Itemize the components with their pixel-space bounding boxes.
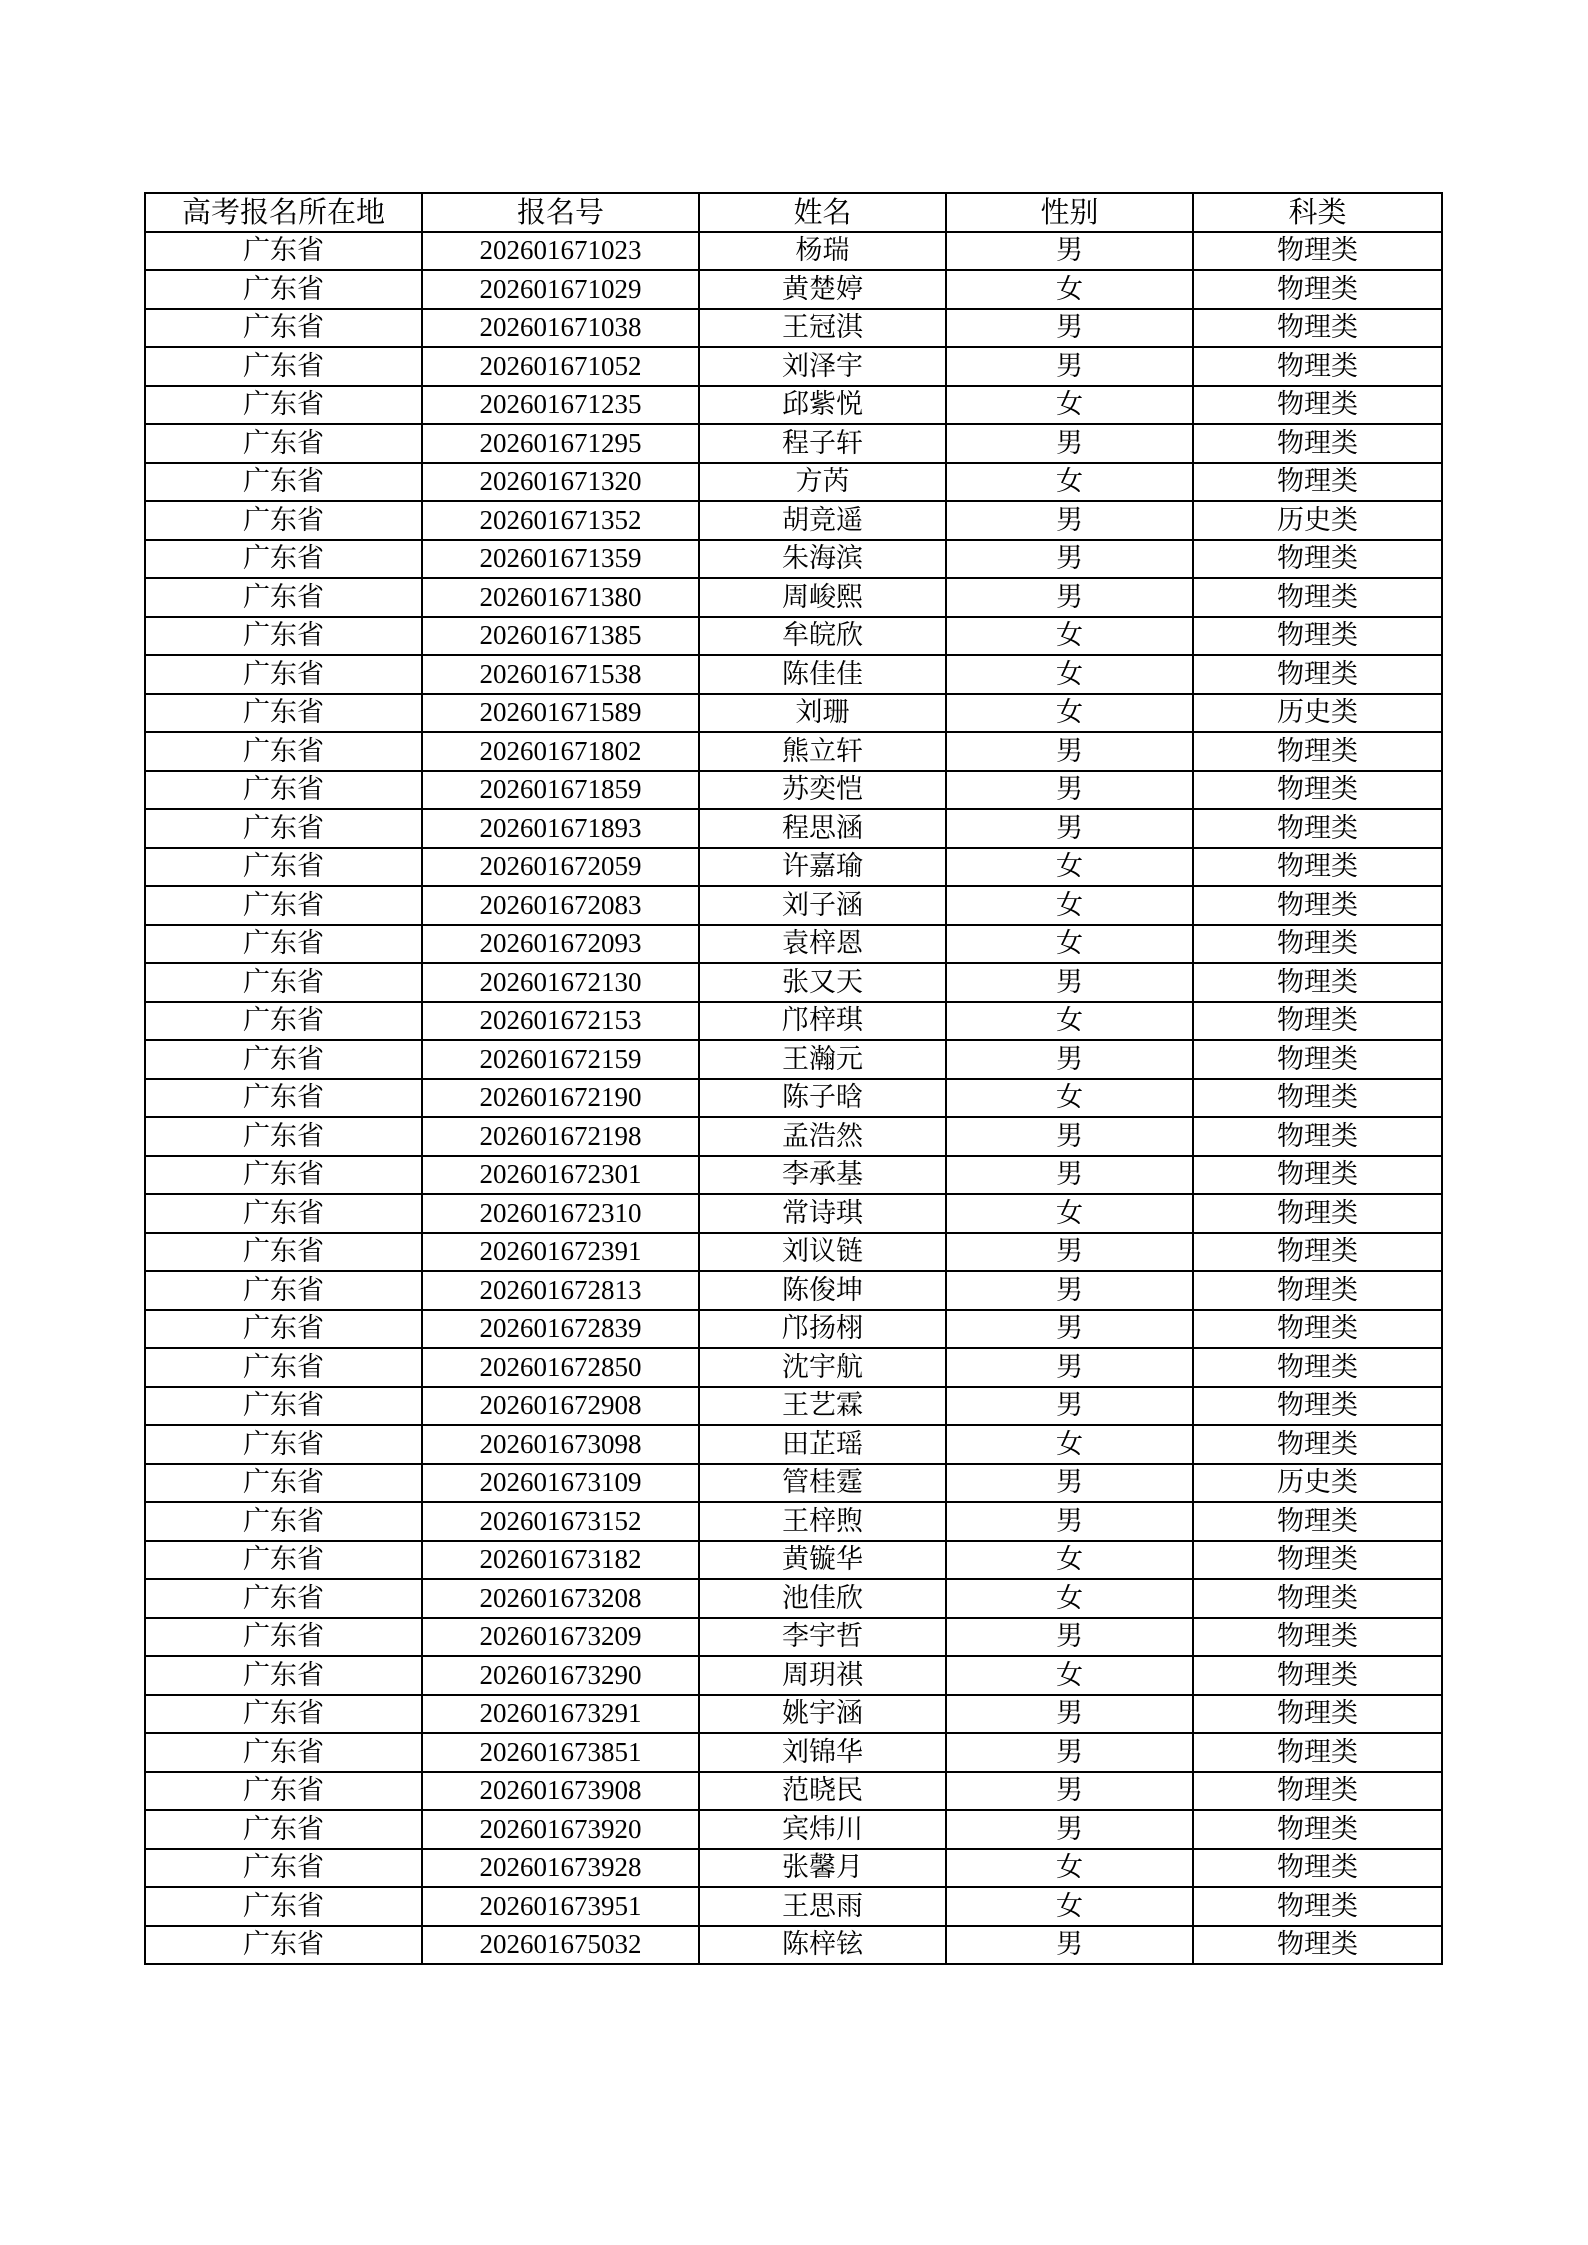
- cell-subject-category: 物理类: [1193, 1926, 1442, 1965]
- cell-subject-category: 物理类: [1193, 1387, 1442, 1426]
- table-row: [145, 1233, 1442, 1272]
- cell-registration-number: 202601673291: [422, 1695, 699, 1734]
- cell-subject-category: 物理类: [1193, 540, 1442, 579]
- cell-name: 杨瑞: [699, 232, 946, 271]
- cell-location: 广东省: [145, 1733, 422, 1772]
- cell-registration-number: 202601672310: [422, 1194, 699, 1233]
- cell-registration-number: 202601673109: [422, 1464, 699, 1503]
- table-body: [145, 232, 1442, 1965]
- cell-gender: 男: [946, 540, 1193, 579]
- cell-location: 广东省: [145, 1695, 422, 1734]
- table-row: [145, 1541, 1442, 1580]
- cell-registration-number: 202601671538: [422, 655, 699, 694]
- cell-name: 邱紫悦: [699, 386, 946, 425]
- cell-name: 方芮: [699, 463, 946, 502]
- cell-gender: 男: [946, 1387, 1193, 1426]
- cell-subject-category: 物理类: [1193, 1618, 1442, 1657]
- cell-name: 李承基: [699, 1156, 946, 1195]
- document-page: [144, 192, 1441, 1965]
- cell-registration-number: 202601673152: [422, 1502, 699, 1541]
- cell-gender: 女: [946, 1002, 1193, 1041]
- cell-name: 王瀚元: [699, 1040, 946, 1079]
- table-row: [145, 1117, 1442, 1156]
- cell-registration-number: 202601671295: [422, 424, 699, 463]
- cell-registration-number: 202601672093: [422, 925, 699, 964]
- cell-name: 刘子涵: [699, 886, 946, 925]
- header-name: 姓名: [699, 193, 946, 232]
- cell-registration-number: 202601673208: [422, 1579, 699, 1618]
- cell-gender: 女: [946, 617, 1193, 656]
- cell-location: 广东省: [145, 1387, 422, 1426]
- cell-gender: 男: [946, 424, 1193, 463]
- cell-gender: 女: [946, 1079, 1193, 1118]
- table-row: [145, 309, 1442, 348]
- cell-name: 范晓民: [699, 1772, 946, 1811]
- cell-gender: 女: [946, 694, 1193, 733]
- cell-registration-number: 202601671038: [422, 309, 699, 348]
- cell-name: 周峻熙: [699, 578, 946, 617]
- cell-name: 刘泽宇: [699, 347, 946, 386]
- cell-name: 邝扬栩: [699, 1310, 946, 1349]
- table-row: [145, 1733, 1442, 1772]
- cell-registration-number: 202601672059: [422, 848, 699, 887]
- cell-location: 广东省: [145, 1271, 422, 1310]
- cell-name: 袁梓恩: [699, 925, 946, 964]
- cell-name: 王梓煦: [699, 1502, 946, 1541]
- cell-subject-category: 物理类: [1193, 1849, 1442, 1888]
- table-row: [145, 1618, 1442, 1657]
- cell-subject-category: 物理类: [1193, 771, 1442, 810]
- cell-gender: 女: [946, 1194, 1193, 1233]
- cell-registration-number: 202601672083: [422, 886, 699, 925]
- cell-location: 广东省: [145, 1310, 422, 1349]
- table-row: [145, 963, 1442, 1002]
- cell-subject-category: 物理类: [1193, 925, 1442, 964]
- cell-subject-category: 物理类: [1193, 309, 1442, 348]
- cell-location: 广东省: [145, 809, 422, 848]
- cell-location: 广东省: [145, 655, 422, 694]
- cell-registration-number: 202601672190: [422, 1079, 699, 1118]
- cell-location: 广东省: [145, 347, 422, 386]
- cell-name: 刘议链: [699, 1233, 946, 1272]
- cell-registration-number: 202601671052: [422, 347, 699, 386]
- table-row: [145, 1271, 1442, 1310]
- cell-name: 刘锦华: [699, 1733, 946, 1772]
- cell-gender: 男: [946, 1348, 1193, 1387]
- table-row: [145, 848, 1442, 887]
- cell-location: 广东省: [145, 1002, 422, 1041]
- cell-gender: 女: [946, 925, 1193, 964]
- cell-gender: 男: [946, 1810, 1193, 1849]
- cell-gender: 男: [946, 1926, 1193, 1965]
- cell-location: 广东省: [145, 848, 422, 887]
- cell-name: 田芷瑶: [699, 1425, 946, 1464]
- table-row: [145, 424, 1442, 463]
- cell-subject-category: 物理类: [1193, 732, 1442, 771]
- cell-name: 沈宇航: [699, 1348, 946, 1387]
- cell-subject-category: 物理类: [1193, 655, 1442, 694]
- cell-location: 广东省: [145, 732, 422, 771]
- table-row: [145, 501, 1442, 540]
- cell-subject-category: 物理类: [1193, 1310, 1442, 1349]
- cell-registration-number: 202601675032: [422, 1926, 699, 1965]
- cell-gender: 男: [946, 1117, 1193, 1156]
- cell-location: 广东省: [145, 925, 422, 964]
- cell-subject-category: 物理类: [1193, 1348, 1442, 1387]
- cell-name: 姚宇涵: [699, 1695, 946, 1734]
- cell-location: 广东省: [145, 1926, 422, 1965]
- cell-name: 陈梓铉: [699, 1926, 946, 1965]
- cell-registration-number: 202601671359: [422, 540, 699, 579]
- cell-name: 许嘉瑜: [699, 848, 946, 887]
- cell-location: 广东省: [145, 540, 422, 579]
- cell-location: 广东省: [145, 1079, 422, 1118]
- table-row: [145, 1810, 1442, 1849]
- cell-location: 广东省: [145, 1464, 422, 1503]
- table-row: [145, 925, 1442, 964]
- cell-subject-category: 物理类: [1193, 463, 1442, 502]
- cell-location: 广东省: [145, 1887, 422, 1926]
- cell-location: 广东省: [145, 1156, 422, 1195]
- cell-name: 程子轩: [699, 424, 946, 463]
- table-row: [145, 1502, 1442, 1541]
- cell-registration-number: 202601672153: [422, 1002, 699, 1041]
- cell-registration-number: 202601672301: [422, 1156, 699, 1195]
- table-row: [145, 694, 1442, 733]
- cell-registration-number: 202601673951: [422, 1887, 699, 1926]
- cell-location: 广东省: [145, 1502, 422, 1541]
- cell-name: 张馨月: [699, 1849, 946, 1888]
- cell-location: 广东省: [145, 1040, 422, 1079]
- cell-registration-number: 202601673928: [422, 1849, 699, 1888]
- cell-name: 陈佳佳: [699, 655, 946, 694]
- table-row: [145, 1310, 1442, 1349]
- cell-gender: 男: [946, 1733, 1193, 1772]
- cell-name: 王艺霖: [699, 1387, 946, 1426]
- cell-gender: 女: [946, 655, 1193, 694]
- cell-registration-number: 202601671023: [422, 232, 699, 271]
- cell-registration-number: 202601673920: [422, 1810, 699, 1849]
- cell-name: 熊立轩: [699, 732, 946, 771]
- cell-subject-category: 历史类: [1193, 501, 1442, 540]
- cell-location: 广东省: [145, 232, 422, 271]
- cell-name: 刘珊: [699, 694, 946, 733]
- cell-gender: 女: [946, 886, 1193, 925]
- cell-gender: 女: [946, 270, 1193, 309]
- table-row: [145, 1348, 1442, 1387]
- cell-registration-number: 202601671385: [422, 617, 699, 656]
- cell-location: 广东省: [145, 617, 422, 656]
- cell-subject-category: 物理类: [1193, 1425, 1442, 1464]
- table-row: [145, 1464, 1442, 1503]
- cell-registration-number: 202601671380: [422, 578, 699, 617]
- cell-gender: 男: [946, 963, 1193, 1002]
- cell-subject-category: 物理类: [1193, 1117, 1442, 1156]
- cell-gender: 女: [946, 1849, 1193, 1888]
- cell-gender: 女: [946, 1425, 1193, 1464]
- cell-location: 广东省: [145, 386, 422, 425]
- cell-gender: 女: [946, 463, 1193, 502]
- cell-subject-category: 物理类: [1193, 1233, 1442, 1272]
- cell-location: 广东省: [145, 771, 422, 810]
- header-gender: 性别: [946, 193, 1193, 232]
- cell-gender: 男: [946, 1772, 1193, 1811]
- cell-name: 陈子晗: [699, 1079, 946, 1118]
- cell-name: 张又天: [699, 963, 946, 1002]
- table-row: [145, 232, 1442, 271]
- cell-subject-category: 物理类: [1193, 424, 1442, 463]
- cell-gender: 男: [946, 1695, 1193, 1734]
- cell-subject-category: 物理类: [1193, 1194, 1442, 1233]
- table-row: [145, 270, 1442, 309]
- cell-gender: 男: [946, 1040, 1193, 1079]
- cell-registration-number: 202601673209: [422, 1618, 699, 1657]
- cell-gender: 男: [946, 1156, 1193, 1195]
- table-row: [145, 1079, 1442, 1118]
- cell-location: 广东省: [145, 963, 422, 1002]
- cell-subject-category: 物理类: [1193, 886, 1442, 925]
- cell-subject-category: 物理类: [1193, 578, 1442, 617]
- cell-registration-number: 202601672159: [422, 1040, 699, 1079]
- table-row: [145, 578, 1442, 617]
- cell-name: 苏奕恺: [699, 771, 946, 810]
- cell-registration-number: 202601673851: [422, 1733, 699, 1772]
- cell-location: 广东省: [145, 1425, 422, 1464]
- cell-location: 广东省: [145, 886, 422, 925]
- cell-gender: 女: [946, 1887, 1193, 1926]
- cell-name: 宾炜川: [699, 1810, 946, 1849]
- cell-subject-category: 物理类: [1193, 617, 1442, 656]
- cell-subject-category: 物理类: [1193, 1541, 1442, 1580]
- table-row: [145, 1656, 1442, 1695]
- cell-name: 程思涵: [699, 809, 946, 848]
- cell-gender: 男: [946, 309, 1193, 348]
- cell-location: 广东省: [145, 1656, 422, 1695]
- cell-subject-category: 物理类: [1193, 963, 1442, 1002]
- cell-subject-category: 物理类: [1193, 1810, 1442, 1849]
- header-subject-category: 科类: [1193, 193, 1442, 232]
- cell-name: 孟浩然: [699, 1117, 946, 1156]
- cell-subject-category: 物理类: [1193, 1887, 1442, 1926]
- cell-location: 广东省: [145, 463, 422, 502]
- cell-subject-category: 物理类: [1193, 232, 1442, 271]
- cell-registration-number: 202601672391: [422, 1233, 699, 1272]
- student-roster-table: [144, 192, 1443, 1965]
- cell-registration-number: 202601671859: [422, 771, 699, 810]
- cell-name: 黄镟华: [699, 1541, 946, 1580]
- cell-location: 广东省: [145, 501, 422, 540]
- cell-registration-number: 202601673908: [422, 1772, 699, 1811]
- cell-gender: 男: [946, 501, 1193, 540]
- cell-location: 广东省: [145, 1579, 422, 1618]
- cell-subject-category: 物理类: [1193, 1079, 1442, 1118]
- cell-subject-category: 历史类: [1193, 694, 1442, 733]
- cell-registration-number: 202601673290: [422, 1656, 699, 1695]
- cell-registration-number: 202601673098: [422, 1425, 699, 1464]
- cell-name: 朱海滨: [699, 540, 946, 579]
- cell-gender: 男: [946, 1618, 1193, 1657]
- cell-location: 广东省: [145, 270, 422, 309]
- table-row: [145, 1002, 1442, 1041]
- cell-location: 广东省: [145, 578, 422, 617]
- table-row: [145, 886, 1442, 925]
- cell-location: 广东省: [145, 1849, 422, 1888]
- cell-subject-category: 物理类: [1193, 386, 1442, 425]
- cell-gender: 男: [946, 232, 1193, 271]
- cell-registration-number: 202601672813: [422, 1271, 699, 1310]
- cell-gender: 女: [946, 1656, 1193, 1695]
- cell-gender: 男: [946, 578, 1193, 617]
- cell-registration-number: 202601671029: [422, 270, 699, 309]
- cell-subject-category: 物理类: [1193, 347, 1442, 386]
- table-row: [145, 1156, 1442, 1195]
- cell-name: 管桂霆: [699, 1464, 946, 1503]
- table-row: [145, 1579, 1442, 1618]
- table-row: [145, 1695, 1442, 1734]
- table-row: [145, 1194, 1442, 1233]
- table-header-row: [145, 193, 1442, 232]
- table-row: [145, 1387, 1442, 1426]
- cell-registration-number: 202601672850: [422, 1348, 699, 1387]
- cell-gender: 女: [946, 386, 1193, 425]
- cell-location: 广东省: [145, 1810, 422, 1849]
- header-registration-location: 高考报名所在地: [145, 193, 422, 232]
- cell-name: 王思雨: [699, 1887, 946, 1926]
- cell-subject-category: 物理类: [1193, 1156, 1442, 1195]
- cell-name: 邝梓琪: [699, 1002, 946, 1041]
- cell-registration-number: 202601672130: [422, 963, 699, 1002]
- table-row: [145, 540, 1442, 579]
- cell-registration-number: 202601671320: [422, 463, 699, 502]
- cell-location: 广东省: [145, 1772, 422, 1811]
- cell-gender: 女: [946, 1579, 1193, 1618]
- cell-gender: 男: [946, 1310, 1193, 1349]
- table-row: [145, 809, 1442, 848]
- cell-registration-number: 202601672908: [422, 1387, 699, 1426]
- cell-gender: 女: [946, 848, 1193, 887]
- cell-subject-category: 物理类: [1193, 1656, 1442, 1695]
- cell-subject-category: 物理类: [1193, 1695, 1442, 1734]
- table-row: [145, 347, 1442, 386]
- cell-gender: 男: [946, 1271, 1193, 1310]
- cell-location: 广东省: [145, 1618, 422, 1657]
- cell-registration-number: 202601673182: [422, 1541, 699, 1580]
- cell-subject-category: 物理类: [1193, 1002, 1442, 1041]
- cell-subject-category: 物理类: [1193, 1579, 1442, 1618]
- cell-subject-category: 物理类: [1193, 809, 1442, 848]
- cell-subject-category: 物理类: [1193, 270, 1442, 309]
- cell-registration-number: 202601671893: [422, 809, 699, 848]
- cell-subject-category: 物理类: [1193, 848, 1442, 887]
- header-registration-number: 报名号: [422, 193, 699, 232]
- table-row: [145, 1887, 1442, 1926]
- cell-registration-number: 202601672198: [422, 1117, 699, 1156]
- table-row: [145, 617, 1442, 656]
- table-row: [145, 771, 1442, 810]
- cell-registration-number: 202601671352: [422, 501, 699, 540]
- cell-name: 胡竞遥: [699, 501, 946, 540]
- cell-gender: 男: [946, 347, 1193, 386]
- cell-gender: 男: [946, 1464, 1193, 1503]
- cell-location: 广东省: [145, 694, 422, 733]
- cell-subject-category: 物理类: [1193, 1772, 1442, 1811]
- cell-location: 广东省: [145, 1541, 422, 1580]
- table-row: [145, 655, 1442, 694]
- cell-location: 广东省: [145, 424, 422, 463]
- cell-location: 广东省: [145, 1233, 422, 1272]
- table-row: [145, 463, 1442, 502]
- table-row: [145, 1849, 1442, 1888]
- table-row: [145, 1926, 1442, 1965]
- table-row: [145, 1040, 1442, 1079]
- cell-gender: 女: [946, 1541, 1193, 1580]
- cell-subject-category: 历史类: [1193, 1464, 1442, 1503]
- table-row: [145, 386, 1442, 425]
- cell-name: 周玥祺: [699, 1656, 946, 1695]
- cell-location: 广东省: [145, 1194, 422, 1233]
- cell-subject-category: 物理类: [1193, 1502, 1442, 1541]
- cell-subject-category: 物理类: [1193, 1733, 1442, 1772]
- cell-name: 王冠淇: [699, 309, 946, 348]
- cell-name: 常诗琪: [699, 1194, 946, 1233]
- cell-location: 广东省: [145, 1117, 422, 1156]
- cell-name: 陈俊坤: [699, 1271, 946, 1310]
- table-row: [145, 732, 1442, 771]
- cell-registration-number: 202601671235: [422, 386, 699, 425]
- cell-location: 广东省: [145, 309, 422, 348]
- cell-subject-category: 物理类: [1193, 1271, 1442, 1310]
- cell-gender: 男: [946, 771, 1193, 810]
- cell-name: 池佳欣: [699, 1579, 946, 1618]
- cell-registration-number: 202601671802: [422, 732, 699, 771]
- cell-location: 广东省: [145, 1348, 422, 1387]
- cell-name: 黄楚婷: [699, 270, 946, 309]
- cell-registration-number: 202601672839: [422, 1310, 699, 1349]
- cell-subject-category: 物理类: [1193, 1040, 1442, 1079]
- cell-gender: 男: [946, 1502, 1193, 1541]
- table-row: [145, 1425, 1442, 1464]
- cell-gender: 男: [946, 732, 1193, 771]
- cell-gender: 男: [946, 1233, 1193, 1272]
- cell-registration-number: 202601671589: [422, 694, 699, 733]
- cell-name: 李宇哲: [699, 1618, 946, 1657]
- cell-gender: 男: [946, 809, 1193, 848]
- table-row: [145, 1772, 1442, 1811]
- cell-name: 牟皖欣: [699, 617, 946, 656]
